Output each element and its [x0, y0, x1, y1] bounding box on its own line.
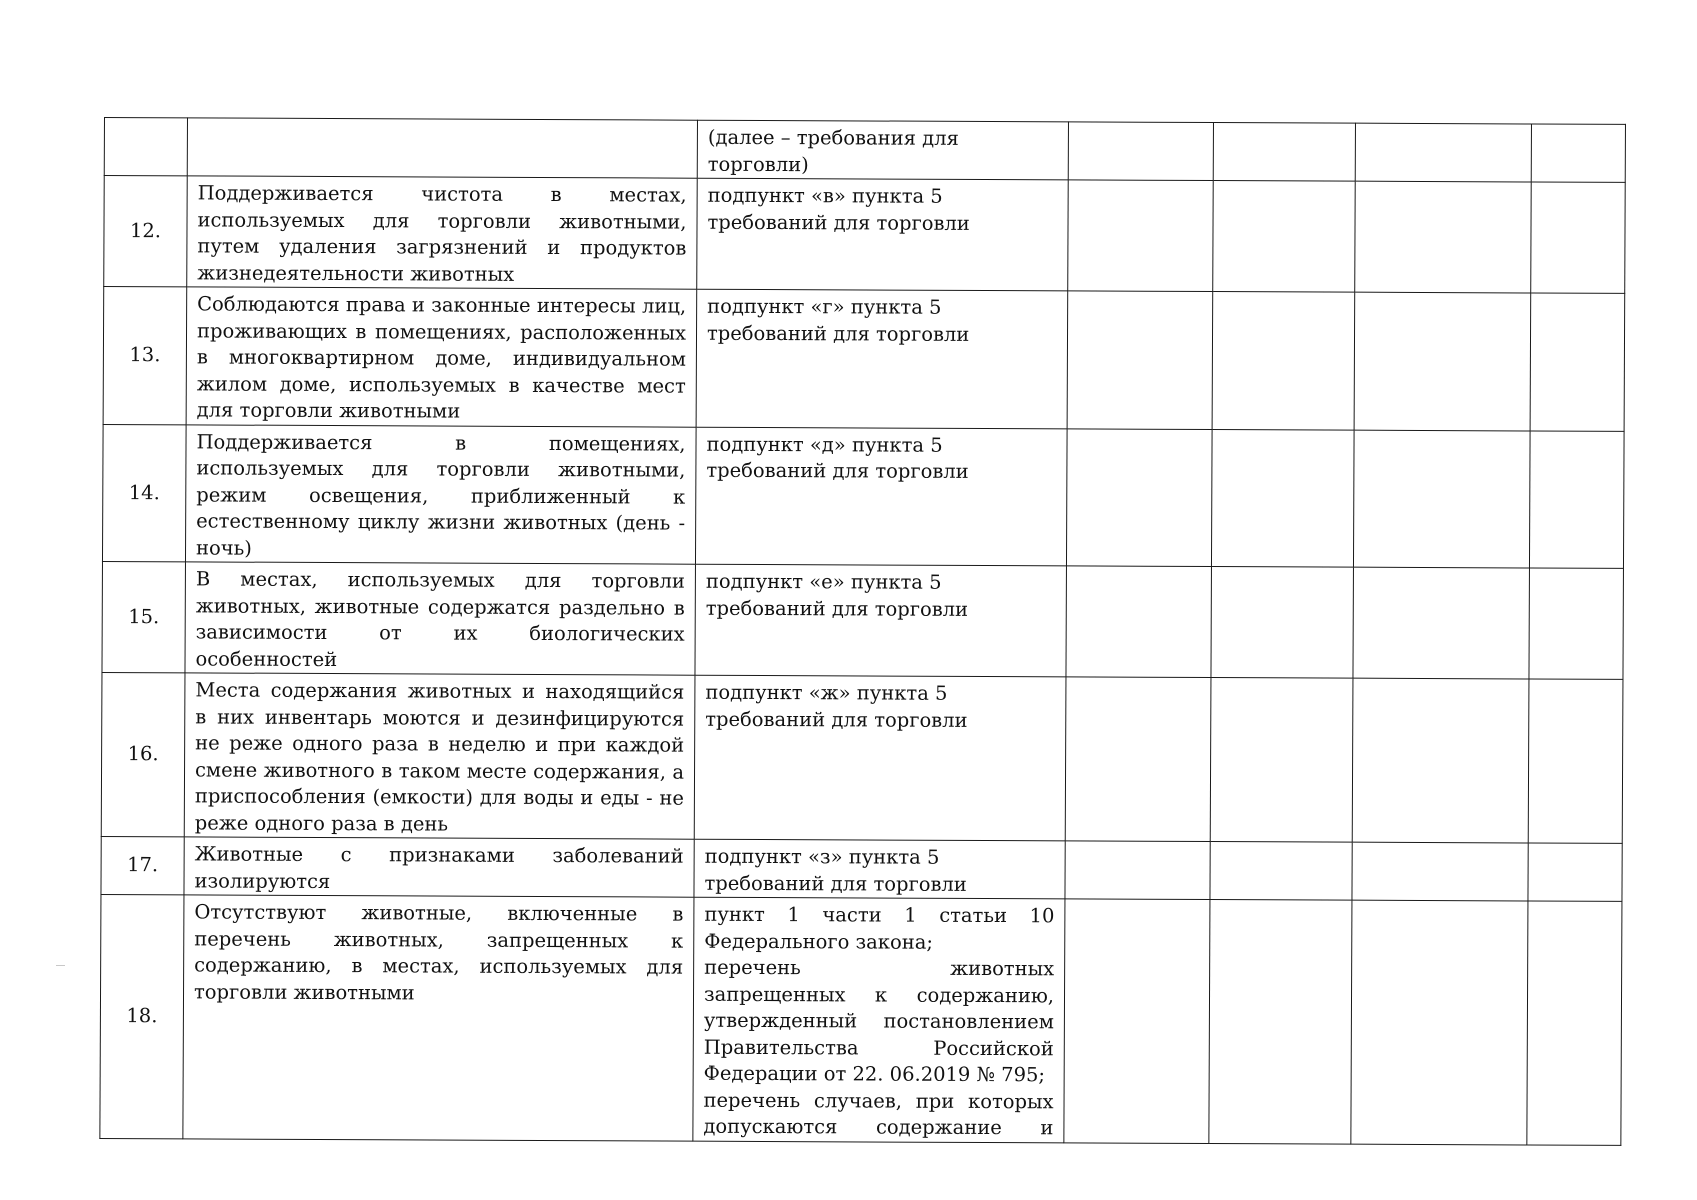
blank-cell — [1068, 180, 1214, 292]
blank-cell — [1353, 430, 1530, 568]
row-number: 16. — [127, 742, 159, 766]
requirement-cell — [187, 176, 697, 289]
blank-cell — [1066, 566, 1212, 678]
table-row — [102, 424, 1624, 568]
row-number-cell — [102, 561, 186, 672]
blank-cell — [1209, 900, 1352, 1144]
row-number: 17. — [127, 853, 159, 877]
row-number-cell — [100, 894, 184, 1138]
blank-cell — [1355, 123, 1531, 182]
basis-text: подпункт «в» пункта 5 требований для торговли — [707, 183, 970, 235]
basis-cell — [697, 120, 1068, 180]
blank-cell — [1353, 567, 1530, 679]
blank-cell — [1211, 567, 1354, 679]
row-number-cell — [101, 836, 184, 894]
blank-cell — [1210, 678, 1353, 843]
requirement-text: Места содержания животных и находящийся в них инвентарь моются и дезинфицируются не реже одного раза в неделю и при каждой смене животного в таком месте содержания, а приспособления (емкости) для воды и еды - не реже одного раза в день — [194, 678, 685, 836]
basis-cell — [696, 289, 1068, 428]
basis-text: перечень животных запрещенных к содержанию, утвержденный постановлением Правительства Российской Федерации от 22. 06.2019 № 795; — [703, 955, 1055, 1087]
row-number: 13. — [129, 343, 161, 367]
requirement-text: Поддерживается в помещениях, используемых для торговли животными, режим освещения, приближенный к естественному циклу жизни животных (день - ночь) — [195, 429, 686, 560]
blank-cell — [1065, 677, 1211, 842]
requirement-cell — [185, 424, 696, 564]
requirement-text: В местах, используемых для торговли животных, животные содержатся раздельно в зависимости от их биологических особенностей — [195, 567, 685, 671]
blank-cell — [1210, 842, 1352, 901]
table-row — [101, 672, 1623, 843]
requirement-cell — [186, 287, 697, 427]
blank-cell — [1528, 679, 1623, 843]
row-number: 12. — [129, 218, 162, 243]
blank-cell — [1352, 678, 1529, 843]
blank-cell — [1531, 124, 1625, 182]
blank-cell — [1067, 291, 1213, 429]
basis-cell — [695, 564, 1066, 677]
requirement-cell — [187, 118, 697, 178]
requirement-text: Соблюдаются права и законные интересы лиц, проживающих в помещениях, расположенных в многоквартирном доме, индивидуальном жилом доме, используемых в качестве мест для торговли животными — [196, 292, 687, 423]
row-number: 18. — [126, 1004, 158, 1028]
checklist-table — [99, 117, 1626, 1145]
basis-cell — [694, 839, 1065, 899]
requirement-cell — [184, 837, 694, 897]
blank-cell — [1064, 899, 1210, 1143]
blank-cell — [1527, 901, 1622, 1145]
basis-text: подпункт «з» пункта 5 требований для торговли — [704, 844, 967, 896]
basis-text: подпункт «е» пункта 5 требований для торговли — [705, 569, 969, 621]
table-row — [104, 176, 1625, 294]
basis-text: перечень случаев, при которых допускаются содержание и — [703, 1088, 1054, 1140]
requirement-text: Отсутствуют животные, включенные в перечень животных, запрещенных к содержанию, в местах, используемых для торговли животными — [193, 900, 684, 1004]
scan-mark — [56, 965, 65, 966]
row-number-cell — [101, 672, 185, 836]
table-row — [100, 894, 1622, 1144]
row-number-cell — [102, 424, 186, 562]
basis-cell — [697, 178, 1068, 291]
basis-text: подпункт «д» пункта 5 требований для торговли — [706, 432, 969, 483]
blank-cell — [1213, 181, 1356, 293]
blank-cell — [1528, 843, 1622, 901]
basis-text: подпункт «г» пункта 5 требований для торговли — [706, 294, 970, 346]
row-number: 15. — [128, 604, 160, 629]
requirement-cell — [183, 895, 694, 1141]
row-number-cell — [104, 176, 188, 287]
checklist-page — [99, 117, 1625, 1145]
basis-cell — [695, 427, 1067, 566]
blank-cell — [1354, 292, 1531, 430]
blank-cell — [1529, 430, 1624, 568]
table-row — [102, 561, 1623, 679]
table-row — [103, 287, 1625, 431]
row-number: 14. — [128, 480, 160, 504]
requirement-cell — [185, 562, 695, 675]
blank-cell — [1352, 842, 1528, 901]
blank-cell — [1351, 900, 1528, 1144]
blank-cell — [1068, 122, 1213, 181]
requirement-text — [198, 122, 687, 124]
blank-cell — [1065, 841, 1210, 900]
blank-cell — [1213, 123, 1355, 182]
basis-text: (далее – требования для торговли) — [707, 125, 959, 176]
basis-cell — [694, 675, 1066, 841]
table-row — [101, 836, 1622, 901]
table-row — [104, 118, 1625, 183]
blank-cell — [1530, 293, 1625, 431]
basis-text: подпункт «ж» пункта 5 требований для торговли — [705, 680, 968, 732]
row-number-cell — [103, 287, 187, 425]
basis-text: пункт 1 части 1 статьи 10 Федерального закона; — [704, 902, 1055, 954]
blank-cell — [1066, 428, 1212, 566]
row-number-cell — [104, 118, 187, 176]
requirement-text: Животные с признаками заболеваний изолируются — [194, 842, 684, 893]
blank-cell — [1529, 568, 1624, 679]
requirement-text: Поддерживается чистота в местах, используемых для торговли животными, путем удаления загрязнений и продуктов жизнедеятельности животных — [197, 181, 687, 286]
requirement-cell — [184, 673, 695, 839]
blank-cell — [1211, 429, 1354, 567]
basis-cell — [693, 897, 1065, 1142]
blank-cell — [1212, 292, 1355, 430]
blank-cell — [1355, 181, 1532, 293]
blank-cell — [1531, 182, 1626, 293]
